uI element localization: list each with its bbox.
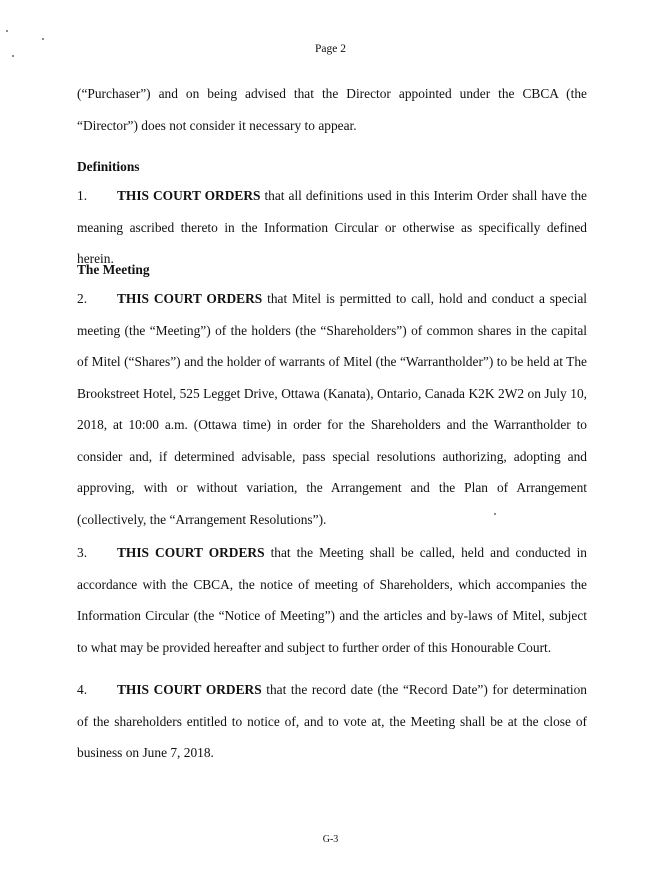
paragraph-4 — [77, 674, 587, 769]
paragraph-lead: THIS COURT ORDERS — [117, 291, 263, 306]
scan-speck — [42, 38, 44, 40]
paragraph-number: 2. — [77, 291, 88, 306]
intro-text: (“Purchaser”) and on being advised that the Director appointed under the CBCA (the “Director”) does not consider it necessary to appear. — [77, 86, 587, 133]
paragraph-2 — [77, 283, 587, 535]
paragraph-lead: THIS COURT ORDERS — [117, 682, 262, 697]
paragraph-number: 4. — [77, 682, 88, 697]
scan-speck — [12, 55, 14, 57]
paragraph-lead: THIS COURT ORDERS — [117, 545, 265, 560]
paragraph-number: 1. — [77, 188, 88, 203]
paragraph-1 — [77, 180, 587, 275]
paragraph-text: that Mitel is permitted to call, hold and conduct a special meeting (the “Meeting”) of the holders (the “Shareholders”) of common shares in the capital of Mitel (“Shares”) and the holder of warrants of Mitel (the “Warrantholder”) to be held at The Brookstreet Hotel, 525 Legget Drive, Ottawa (Kanata), Ontario, Canada K2K 2W2 on July 10, 2018, at 10:00 a.m. (Ottawa time) in order for the Shareholders and the Warrantholder to consider and, if determined advisable, pass special resolutions authorizing, adopting and approving, with or without variation, the Arrangement and the Plan of Arrangement (collectively, the “Arrangement Resolutions”). — [77, 291, 587, 527]
paragraph-text: that the record date (the “Record Date”) for determination of the shareholders entitled to notice of, and to vote at, the Meeting shall be at the close of business on June 7, 2018. — [77, 682, 587, 760]
paragraph-lead: THIS COURT ORDERS — [117, 188, 261, 203]
page-code-footer: G-3 — [322, 834, 339, 845]
paragraph-3 — [77, 537, 587, 663]
section-heading-the-meeting: The Meeting — [77, 262, 150, 277]
page-number-header: Page 2 — [315, 43, 346, 55]
paragraph-text: that the Meeting shall be called, held and conducted in accordance with the CBCA, the notice of meeting of Shareholders, which accompanies the Information Circular (the “Notice of Meeting”) and the articles and by-laws of Mitel, subject to what may be provided hereafter and subject to further order of this Honourable Court. — [77, 545, 587, 655]
paragraph-text: that all definitions used in this Interim Order shall have the meaning ascribed thereto in the Information Circular or otherwise as specifically defined herein. — [77, 188, 587, 266]
scan-speck — [6, 30, 8, 32]
paragraph-number: 3. — [77, 545, 88, 560]
intro-paragraph — [77, 78, 587, 141]
section-heading-definitions: Definitions — [77, 159, 140, 174]
